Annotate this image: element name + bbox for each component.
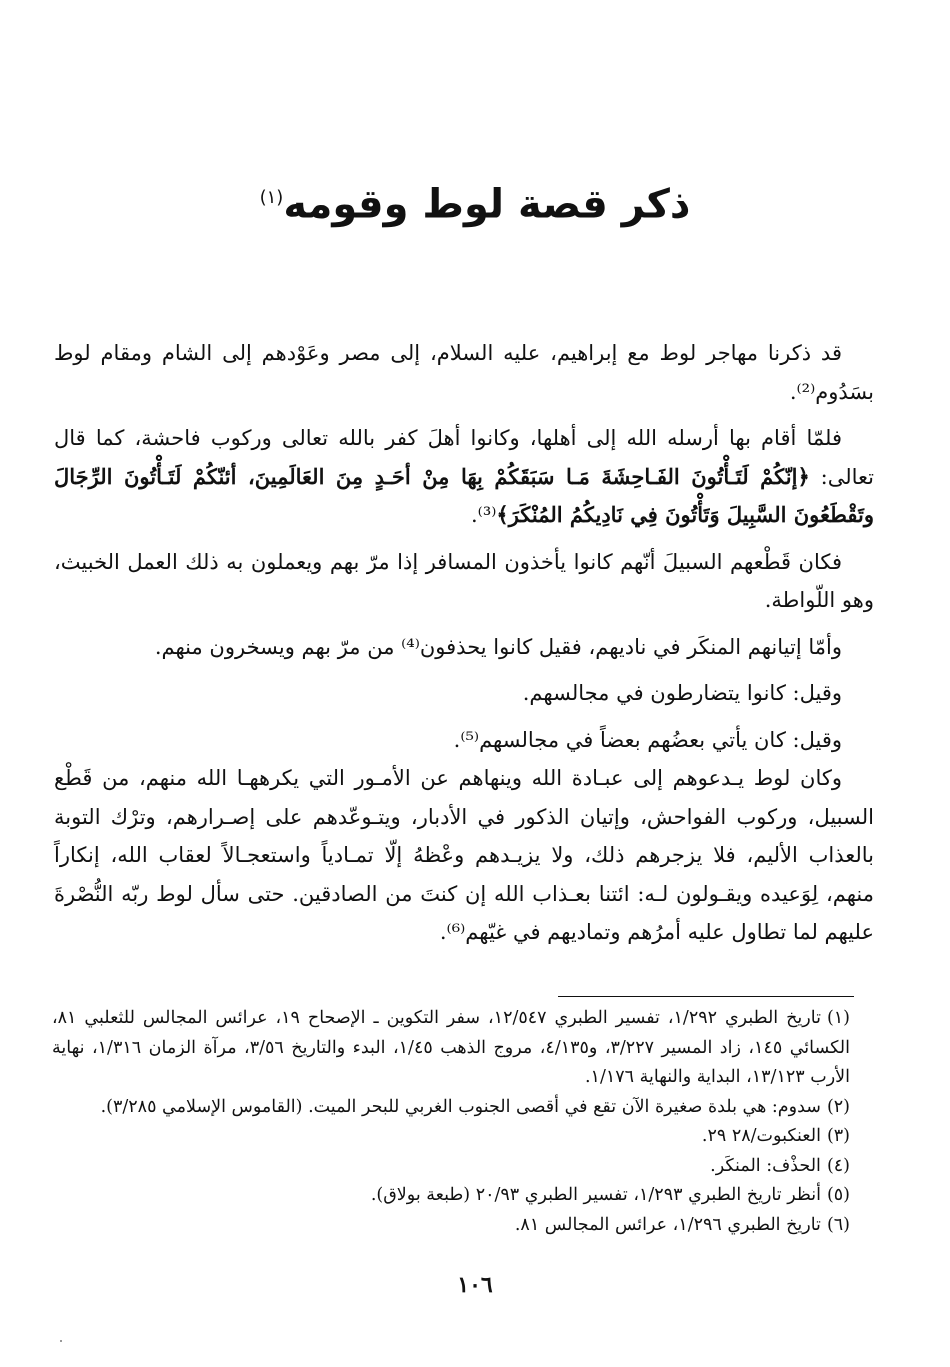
footnote-text: الحذْف: المنكَر.: [710, 1155, 821, 1176]
footnote: [52, 1181, 850, 1211]
footnote: [52, 1152, 850, 1182]
footnote: [52, 1211, 850, 1241]
footnote: [52, 1122, 850, 1152]
chapter-title-text: ذكر قصة لوط وقومه: [283, 181, 691, 228]
paragraph: وأمّا إتيانهم المنكَر في ناديهم، فقيل كانوا يحذفون⁽⁴⁾ من مرّ بهم ويسخرون منهم.: [154, 634, 842, 659]
verse-footnote-marker: ⁽³⁾.: [470, 503, 497, 527]
quran-verse: ﴿إنّكُمْ لَتَـأْتُونَ الفَـاحِشَةَ مَـا سَبَقَكُمْ بِهَا مِنْ أحَـدٍ مِنَ العَالَمِينَ، أئنّكُمْ لَتَـأْتُونَ الرِّجَالَ وتَقْطَعُونَ السَّبِيلَ وَتَأْتُونَ فِي نَادِيكُمُ المُنْكَرَ﴾: [54, 463, 874, 527]
scan-speck: [60, 1340, 62, 1342]
paragraph-intro: فلمّا أقام بها أرسله الله إلى أهلها، وكانوا أهلَ كفر بالله تعالى وركوب فاحشة، كما قال تعالى:: [54, 426, 874, 489]
footnote-text: تاريخ الطبري ١/٢٩٢، تفسير الطبري ١٢/٥٤٧، سفر التكوين ـ الإصحاح ١٩، عرائس المجالس للثعلبي ٨١، الكسائي ١٤٥، زاد المسير ٣/٢٢٧، و٤/١٣٥، مروج الذهب ١/٤٥، البدء والتاريخ ٣/٥٦، مرآة الزمان ١/٣١٦، نهاية الأرب ١٣/١٢٣، البداية والنهاية ١/١٧٦.: [52, 1008, 850, 1087]
footnote-text: أنظر تاريخ الطبري ١/٢٩٣، تفسير الطبري ٢٠/٩٣ (طبعة بولاق).: [370, 1185, 821, 1205]
paragraph-with-verse: [54, 419, 874, 535]
paragraph: قد ذكرنا مهاجر لوط مع إبراهيم، عليه السلام، إلى مصر وعَوْدهم إلى الشام ومقام لوط بسَدُوم⁽²⁾.: [54, 341, 874, 404]
footnote-number: (٢): [826, 1096, 850, 1117]
title-footnote-marker: (١): [259, 187, 284, 208]
footnote-number: (١): [826, 1008, 850, 1028]
paragraph: وقيل: كان يأتي بعضُهم بعضاً في مجالسهم⁽⁵⁾.: [453, 727, 842, 752]
footnote: [52, 1093, 850, 1123]
main-text: [54, 334, 874, 952]
page-number: ١٠٦: [457, 1272, 493, 1298]
footnote-divider: [558, 996, 854, 997]
footnote: [52, 1004, 850, 1093]
footnote-number: (٤): [826, 1155, 850, 1176]
footnote-number: (٣): [826, 1126, 850, 1146]
footnotes: [52, 1004, 850, 1240]
footnote-text: العنكبوت/٢٨ ٢٩.: [701, 1126, 821, 1146]
footnote-number: (٦): [826, 1214, 850, 1235]
footnote-text: سدوم: هي بلدة صغيرة الآن تقع في أقصى الجنوب الغربي للبحر الميت. (القاموس الإسلامي ٣/٢٨٥).: [100, 1096, 821, 1117]
paragraph: وكان لوط يـدعوهم إلى عبـادة الله وينهاهم عن الأمـور التي يكرههـا الله منهم، من قَطْع السبيل، وركوب الفواحش، وإتيان الذكور في الأدبار، ويتـوعّدهم على إصـرارهم، وترْك التوبة بالعذاب الأليم، فلا يزجرهم ذلك، ولا يزيـدهم وعْظهُ إلّا تمـادياً واستعجـالاً لعقاب الله، إنكاراً منهم، لِوَعيده ويقـولون لـه: ائتنا بعـذاب الله إن كنتَ من الصادقين. حتى سأل لوط ربّه النُّصْرةَ عليهم لما تطاول عليه أمرُهم وتماديهم في غيّهم⁽⁶⁾.: [54, 766, 874, 944]
footnote-text: تاريخ الطبري ١/٢٩٦، عرائس المجالس ٨١.: [514, 1214, 821, 1235]
chapter-title: [0, 168, 950, 234]
paragraph: وقيل: كانوا يتضارطون في مجالسهم.: [522, 681, 842, 705]
paragraph: فكان قَطْعهم السبيلَ أنّهم كانوا يأخذون المسافر إذا مرّ بهم ويعملون به ذلك العمل الخبيث، وهو اللّواطة.: [54, 549, 874, 612]
footnote-number: (٥): [826, 1185, 850, 1205]
